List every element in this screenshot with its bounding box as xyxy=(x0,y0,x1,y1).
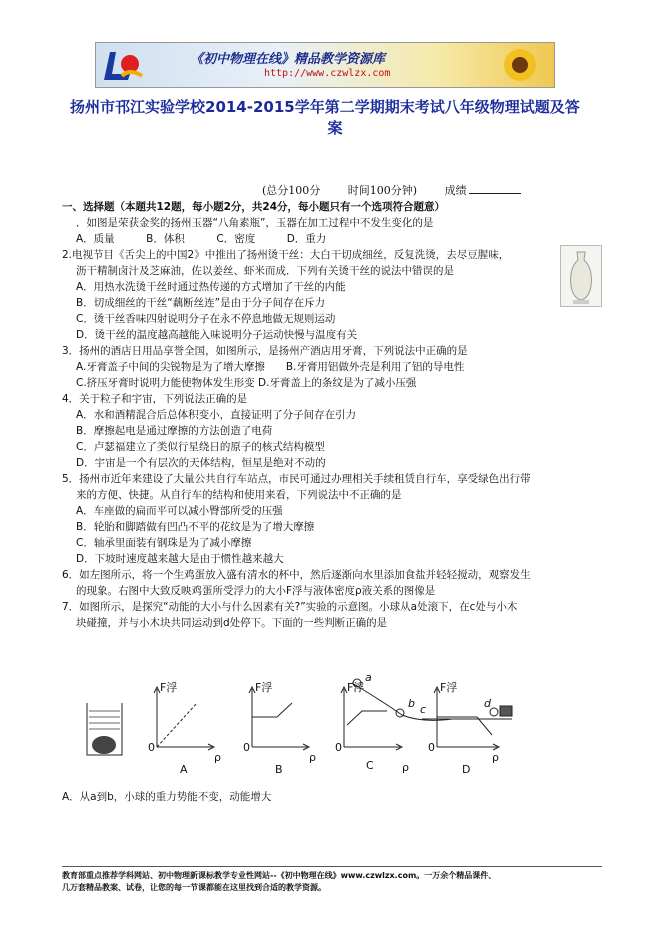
q6-stem: 6．如左图所示，将一个生鸡蛋放入盛有清水的杯中，然后逐渐向水里添加食盐并轻轻搅动，观察发生 xyxy=(62,569,531,581)
graph-a-y-label: F浮 xyxy=(160,681,178,694)
point-a: a xyxy=(365,671,372,684)
q7-stem: 7．如图所示，是探究“动能的大小与什么因素有关?”实验的示意图。小球从a处滚下，在c处与小木 xyxy=(62,601,518,613)
point-c: c xyxy=(420,703,427,716)
q5-option-c: C．轴承里面装有钢珠是为了减小摩擦 xyxy=(76,537,252,549)
q2-option-a: A．用热水洗烫干丝时通过热传递的方式增加了干丝的内能 xyxy=(76,281,346,293)
graph-d xyxy=(422,687,512,750)
section-heading: 一、选择题（本题共12题，每小题2分，共24分，每小题只有一个选项符合题意） xyxy=(62,201,446,213)
q5-stem-cont: 来的方便、快捷。从自行车的结构和使用来看，下列说法中不正确的是 xyxy=(76,489,402,501)
graph-c-x-label: ρ xyxy=(402,761,409,774)
q4-option-a: A．水和酒精混合后总体积变小，直接证明了分子间存在引力 xyxy=(76,409,357,421)
sunflower-icon xyxy=(490,45,548,85)
q4-stem: 4．关于粒子和宇宙，下列说法正确的是 xyxy=(62,393,248,405)
graph-a-x-label: ρ xyxy=(214,751,221,764)
graph-d-origin: 0 xyxy=(428,741,435,754)
q7-option-a: A．从a到b，小球的重力势能不变，动能增大 xyxy=(62,791,272,803)
question-body xyxy=(62,199,592,631)
q4-option-b: B．摩擦起电是通过摩擦的方法创造了电荷 xyxy=(76,425,273,437)
title-line-1: 扬州市邗江实验学校2014-2015学年第二学期期末考试八年级物理试题及答 xyxy=(70,98,580,116)
q5-stem: 5．扬州市近年来建设了大量公共自行车站点，市民可通过办理相关手续租赁自行车，享受绿色出行带 xyxy=(62,473,531,485)
footer-line-1: 教育部重点推荐学科网站、初中物理新课标教学专业性网站--《初中物理在线》www.czwlzx.com。一万余个精品课件、 xyxy=(62,871,497,880)
graph-a-origin: 0 xyxy=(148,741,155,754)
graph-d-y-label: F浮 xyxy=(440,681,458,694)
beaker-with-egg xyxy=(87,703,122,755)
graph-d-caption: D xyxy=(462,763,471,776)
q3-options-cd: C.挤压牙膏时说明力能使物体发生形变 D.牙膏盖上的条纹是为了减小压强 xyxy=(76,377,417,389)
q6-stem-cont: 的现象。右图中大致反映鸡蛋所受浮力的大小F浮与液体密度ρ液关系的图像是 xyxy=(76,585,436,597)
total-score: (总分100分 xyxy=(262,184,321,197)
page-title xyxy=(70,97,600,139)
graph-b-origin: 0 xyxy=(243,741,250,754)
q7-stem-cont: 块碰撞，并与小木块共同运动到d处停下。下面的一些判断正确的是 xyxy=(76,617,388,629)
q4-option-c: C．卢瑟福建立了类似行星绕日的原子的核式结构模型 xyxy=(76,441,325,453)
footer-line-2: 几万套精品教案、试卷，让您的每一节课都能在这里找到合适的教学资源。 xyxy=(62,883,326,892)
q5-option-a: A．车座做的扁而平可以减小臀部所受的压强 xyxy=(76,505,283,517)
exam-info xyxy=(262,182,521,198)
page-footer xyxy=(62,866,602,894)
title-line-2: 案 xyxy=(327,119,343,137)
banner-url[interactable]: http://www.czwlzx.com xyxy=(264,68,391,79)
point-d: d xyxy=(484,697,491,710)
q5-option-d: D．下坡时速度越来越大是由于惯性越来越大 xyxy=(76,553,284,565)
q1-options: A．质量 B．体积 C．密度 D．重力 xyxy=(76,233,327,245)
q6-figures xyxy=(82,671,522,785)
q2-option-d: D．烫干丝的温度越高越能入味说明分子运动快慢与温度有关 xyxy=(76,329,358,341)
q2-stem-cont: 沥干精制卤汁及芝麻油，佐以姜丝、虾米而成．下列有关烫干丝的说法中错误的是 xyxy=(76,265,454,277)
vase-icon xyxy=(561,246,601,306)
graph-c-caption: C xyxy=(366,759,374,772)
graph-c-y-label: F浮 xyxy=(347,681,365,694)
q1-stem: ．如图是荣获金奖的扬州玉器“八角素瓶”，玉器在加工过程中不发生变化的是 xyxy=(76,217,434,229)
q2-stem: 2.电视节目《舌尖上的中国2》中推出了扬州烫干丝：大白干切成细丝，反复洗烫，去尽豆腥味， xyxy=(62,249,510,261)
jade-vase-image xyxy=(560,245,602,307)
logo-icon xyxy=(100,46,146,84)
graph-b-x-label: ρ xyxy=(309,751,316,764)
point-b: b xyxy=(408,697,415,710)
graph-b xyxy=(249,687,309,750)
graph-c-origin: 0 xyxy=(335,741,342,754)
q2-option-b: B．切成细丝的干丝“藕断丝连”是由于分子间存在斥力 xyxy=(76,297,326,309)
q2-option-c: C．烫干丝香味四射说明分子在永不停息地做无规则运动 xyxy=(76,313,336,325)
q4-option-d: D．宇宙是一个有层次的天体结构，恒星是绝对不动的 xyxy=(76,457,326,469)
graph-a xyxy=(154,687,214,750)
banner-title: 《初中物理在线》精品教学资源库 xyxy=(190,52,386,67)
q5-option-b: B．轮胎和脚踏做有凹凸不平的花纹是为了增大摩擦 xyxy=(76,521,315,533)
score-label: 成绩 xyxy=(444,184,467,197)
graph-a-caption: A xyxy=(180,763,188,776)
q3-options-ab: A.牙膏盖子中间的尖锐物是为了增大摩擦 B.牙膏用铝做外壳是利用了铝的导电性 xyxy=(76,361,465,373)
exam-time: 时间100分钟) xyxy=(347,184,418,197)
q3-stem: 3．扬州的酒店日用品享誉全国，如图所示，是扬州产酒店用牙膏，下列说法中正确的是 xyxy=(62,345,468,357)
graph-d-x-label: ρ xyxy=(492,751,499,764)
score-blank xyxy=(469,193,521,194)
graph-b-y-label: F浮 xyxy=(255,681,273,694)
graph-b-caption: B xyxy=(275,763,283,776)
header-banner xyxy=(95,42,555,88)
